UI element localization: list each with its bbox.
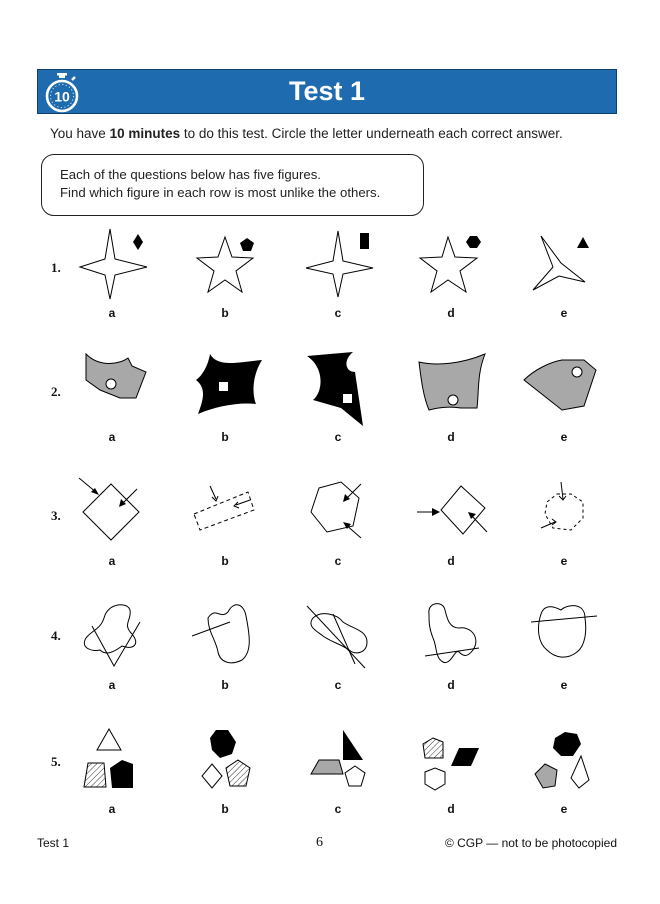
option-label[interactable]: c [334, 678, 342, 692]
option-label[interactable]: a [108, 802, 116, 816]
option-label[interactable]: e [560, 802, 568, 816]
figure-5b-heptagon-square-pentagon[interactable] [190, 720, 270, 800]
intro-text [50, 126, 563, 141]
option-label[interactable]: b [221, 802, 229, 816]
instructions-box [41, 154, 424, 216]
figure-5a-triangle-hatched-pentagon[interactable] [78, 720, 158, 800]
option-label[interactable]: c [334, 554, 342, 568]
option-label[interactable]: b [221, 678, 229, 692]
option-label[interactable]: e [560, 430, 568, 444]
question-row-2 [0, 348, 660, 458]
page-title: Test 1 [288, 76, 366, 106]
figure-5d-hatched-pentagon-parallelogram-hexagon[interactable] [415, 720, 495, 800]
figure-2d-grey-shape-white-circle[interactable] [413, 348, 493, 428]
intro-suffix: to do this test. Circle the letter underneath each correct answer. [180, 126, 563, 141]
figure-1d-five-point-star-hexagon[interactable] [415, 224, 495, 304]
figure-1b-five-point-star-pentagon[interactable] [190, 224, 270, 304]
figure-4d-blob-with-line[interactable] [415, 596, 495, 676]
option-label[interactable]: d [447, 554, 455, 568]
option-label[interactable]: e [560, 306, 568, 320]
page-number: 6 [316, 835, 323, 850]
figure-1c-four-point-star-rectangle[interactable] [303, 224, 383, 304]
timer-minutes: 10 [54, 88, 70, 105]
figure-5e-heptagon-grey-pentagon-kite[interactable] [527, 720, 607, 800]
figure-3e-dashed-heptagon-two-arrows[interactable] [527, 472, 607, 552]
footer-copyright: © CGP — not to be photocopied [444, 836, 617, 850]
figure-1a-four-point-star-diamond[interactable] [75, 224, 155, 304]
option-label[interactable]: a [108, 678, 116, 692]
question-row-3 [0, 472, 660, 582]
intro-prefix: You have [50, 126, 110, 141]
option-label[interactable]: c [334, 430, 342, 444]
option-label[interactable]: a [108, 430, 116, 444]
option-label[interactable]: c [334, 802, 342, 816]
option-label[interactable]: a [108, 306, 116, 320]
figure-2e-grey-shape-white-circle[interactable] [522, 348, 602, 428]
figure-2a-grey-shape-white-circle[interactable] [80, 348, 160, 428]
figure-4c-blob-with-lines[interactable] [303, 596, 383, 676]
option-label[interactable]: b [221, 430, 229, 444]
option-label[interactable]: e [560, 678, 568, 692]
figure-2b-black-shape-white-square[interactable] [190, 348, 270, 428]
figure-3c-hexagon-two-arrows[interactable] [303, 472, 383, 552]
option-label[interactable]: d [447, 678, 455, 692]
intro-highlight: 10 minutes [109, 126, 181, 141]
figure-4a-blob-with-line[interactable] [78, 596, 158, 676]
figure-3d-diamond-two-arrows[interactable] [415, 472, 495, 552]
option-label[interactable]: e [560, 554, 568, 568]
figure-4b-blob-with-line[interactable] [190, 596, 270, 676]
figure-4e-blob-with-line[interactable] [527, 596, 607, 676]
option-label[interactable]: d [447, 430, 455, 444]
option-label[interactable]: b [221, 554, 229, 568]
option-label[interactable]: d [447, 306, 455, 320]
option-label[interactable]: d [447, 802, 455, 816]
footer-test-label: Test 1 [37, 836, 70, 850]
question-number: 1. [51, 260, 61, 275]
figure-2c-black-shape-white-square[interactable] [303, 348, 383, 428]
question-number: 4. [51, 628, 61, 643]
question-number: 2. [51, 384, 61, 399]
question-row-4 [0, 596, 660, 706]
option-label[interactable]: c [334, 306, 342, 320]
option-label[interactable]: a [108, 554, 116, 568]
option-label[interactable]: b [221, 306, 229, 320]
figure-3b-dashed-rectangle-two-arrows[interactable] [190, 472, 270, 552]
instructions-line-2: Find which figure in each row is most unlike the others. [60, 185, 381, 200]
figure-1e-three-point-star-triangle[interactable] [527, 224, 607, 304]
figure-3a-diamond-two-arrows[interactable] [75, 472, 155, 552]
question-number: 3. [51, 508, 61, 523]
question-row-1 [0, 224, 660, 334]
question-number: 5. [51, 754, 61, 769]
question-row-5 [0, 720, 660, 830]
figure-5c-grey-trapezoid-triangle-pentagon[interactable] [303, 720, 383, 800]
title-banner [37, 69, 617, 114]
instructions-line-1: Each of the questions below has five figures. [60, 167, 321, 182]
